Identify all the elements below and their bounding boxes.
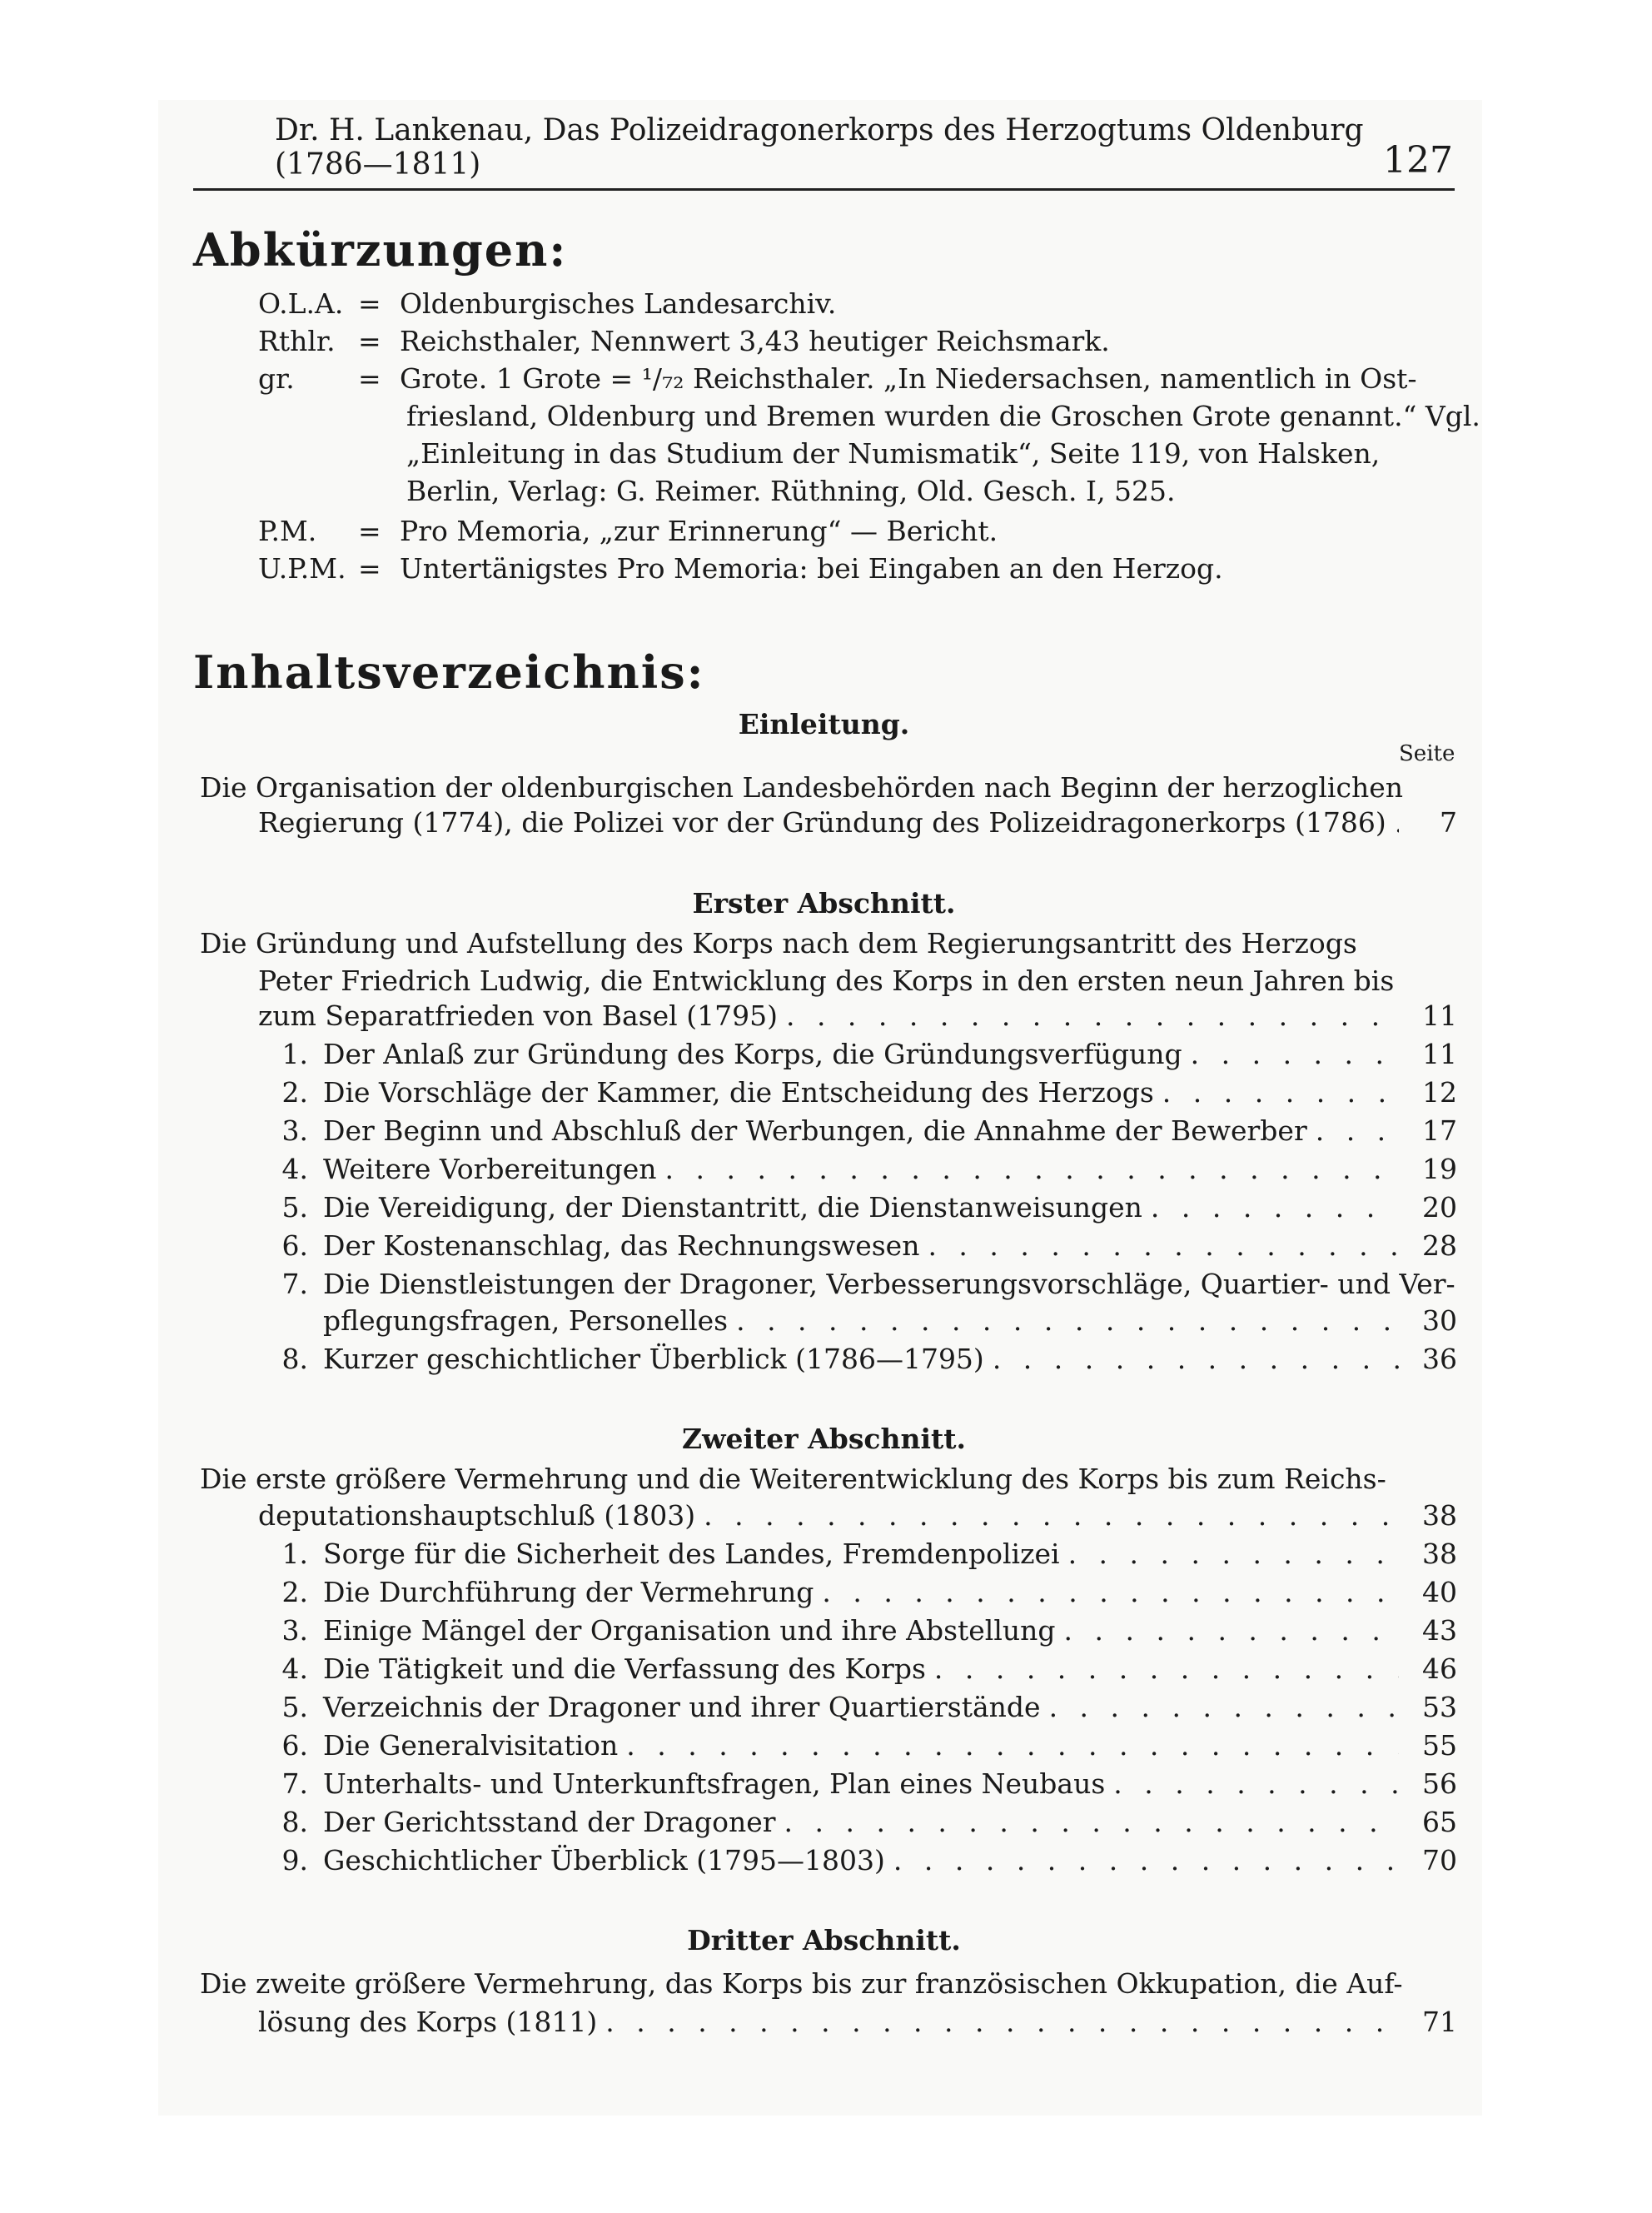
leader-dots — [1064, 1614, 1399, 1647]
toc-title: Die Dienstleistungen der Dragoner, Verbesserungsvorschläge, Quartier- und Ver- — [323, 1268, 1455, 1300]
toc-title: Einige Mängel der Organisation und ihre Abstellung — [323, 1614, 1056, 1647]
abbr-text: Untertänigstes Pro Memoria: bei Eingaben an den Herzog. — [400, 552, 1223, 585]
toc-num: 7. — [281, 1268, 308, 1300]
erster-line: zum Separatfrieden von Basel (1795) — [258, 999, 778, 1032]
toc-num: 3. — [281, 1614, 308, 1647]
toc-entry[interactable] — [275, 1038, 1457, 1076]
toc-entry[interactable] — [275, 1691, 1457, 1729]
toc-num: 9. — [281, 1844, 308, 1877]
toc-title: pflegungsfragen, Personelles — [323, 1304, 729, 1337]
toc-page: 38 — [1422, 1499, 1457, 1532]
toc-num: 8. — [281, 1343, 308, 1375]
toc-page: 20 — [1422, 1191, 1457, 1224]
toc-title: Die Vorschläge der Kammer, die Entscheidung des Herzogs — [323, 1076, 1154, 1109]
seite-label: Seite — [1399, 741, 1455, 766]
leader-dots — [605, 2006, 1399, 2038]
leader-dots — [626, 1729, 1399, 1762]
einleitung-heading: Einleitung. — [738, 708, 910, 740]
abbr-eq: = — [358, 325, 381, 357]
toc-title: Die Vereidigung, der Dienstantritt, die Dienstanweisungen — [323, 1191, 1142, 1224]
toc-entry[interactable] — [275, 1076, 1457, 1114]
zweiter-heading: Zweiter Abschnitt. — [682, 1423, 966, 1455]
toc-page: 28 — [1422, 1229, 1457, 1262]
toc-num: 4. — [281, 1153, 308, 1185]
toc-entry[interactable] — [275, 1729, 1457, 1767]
toc-num: 7. — [281, 1767, 308, 1800]
abbr-key: P.M. — [258, 515, 317, 547]
toc-num: 3. — [281, 1114, 308, 1147]
toc-entry[interactable] — [275, 1114, 1457, 1153]
leader-dots — [1113, 1767, 1399, 1800]
toc-entry[interactable] — [275, 1614, 1457, 1652]
toc-page: 70 — [1422, 1844, 1457, 1877]
toc-page: 7 — [1440, 806, 1457, 839]
leader-dots — [665, 1153, 1399, 1185]
toc-num: 1. — [281, 1538, 308, 1570]
leader-dots — [928, 1229, 1399, 1262]
abbr-eq: = — [358, 362, 381, 395]
zweiter-line: Die erste größere Vermehrung und die Weiterentwicklung des Korps bis zum Reichs- — [200, 1463, 1386, 1495]
leader-dots — [934, 1652, 1399, 1685]
toc-entry[interactable] — [275, 1806, 1457, 1844]
toc-num: 6. — [281, 1229, 308, 1262]
toc-num: 2. — [281, 1576, 308, 1608]
abbr-text: Grote. 1 Grote = ¹/₇₂ Reichsthaler. „In Niedersachsen, namentlich in Ost- — [400, 362, 1417, 395]
leader-dots — [704, 1499, 1399, 1532]
abbr-row — [258, 287, 836, 324]
leader-dots — [993, 1343, 1399, 1375]
abbr-row — [258, 362, 1417, 399]
toc-entry[interactable] — [275, 1343, 1457, 1381]
toc-title: Geschichtlicher Überblick (1795—1803) — [323, 1844, 885, 1877]
leader-dots — [1395, 806, 1399, 839]
toc-page: 36 — [1422, 1343, 1457, 1375]
toc-entry[interactable] — [275, 1576, 1457, 1614]
toc-entry[interactable] — [258, 806, 1457, 845]
toc-entry[interactable] — [258, 999, 1457, 1038]
leader-dots — [1068, 1538, 1399, 1570]
toc-page: 11 — [1422, 999, 1457, 1032]
toc-num: 5. — [281, 1691, 308, 1723]
toc-page: 40 — [1422, 1576, 1457, 1608]
leader-dots — [784, 1806, 1399, 1838]
toc-page: 65 — [1422, 1806, 1457, 1838]
erster-heading: Erster Abschnitt. — [692, 887, 956, 920]
toc-entry[interactable] — [258, 2006, 1457, 2044]
abbr-eq: = — [358, 287, 381, 320]
toc-entry[interactable] — [275, 1538, 1457, 1576]
toc-entry[interactable] — [275, 1844, 1457, 1882]
toc-page: 71 — [1422, 2006, 1457, 2038]
erster-line: Peter Friedrich Ludwig, die Entwicklung des Korps in den ersten neun Jahren bis — [258, 964, 1395, 997]
erster-line: Die Gründung und Aufstellung des Korps nach dem Regierungsantritt des Herzogs — [200, 927, 1357, 959]
toc-title: Die Generalvisitation — [323, 1729, 619, 1762]
toc-page: 30 — [1422, 1304, 1457, 1337]
leader-dots — [736, 1304, 1399, 1337]
toc-page: 11 — [1422, 1038, 1457, 1070]
toc-page: 55 — [1422, 1729, 1457, 1762]
leader-dots — [1316, 1114, 1399, 1147]
abbr-key: gr. — [258, 362, 295, 395]
running-header — [275, 113, 1453, 182]
toc-heading: Inhaltsverzeichnis: — [193, 645, 705, 699]
leader-dots — [1162, 1076, 1399, 1109]
toc-title: Kurzer geschichtlicher Überblick (1786—1795) — [323, 1343, 984, 1375]
header-rule — [193, 188, 1455, 191]
leader-dots — [822, 1576, 1399, 1608]
toc-entry[interactable] — [275, 1229, 1457, 1268]
abbr-row — [258, 515, 998, 551]
abbr-continuation: „Einleitung in das Studium der Numismatik“, Seite 119, von Halsken, — [406, 437, 1381, 470]
leader-dots — [1049, 1691, 1399, 1723]
toc-title: Die Durchführung der Vermehrung — [323, 1576, 814, 1608]
toc-page: 38 — [1422, 1538, 1457, 1570]
einleitung-line: Regierung (1774), die Polizei vor der Gründung des Polizeidragonerkorps (1786) — [258, 806, 1386, 839]
dritter-line: Die zweite größere Vermehrung, das Korps bis zur französischen Okkupation, die Auf- — [200, 1967, 1403, 2000]
toc-page: 17 — [1422, 1114, 1457, 1147]
einleitung-line: Die Organisation der oldenburgischen Landesbehörden nach Beginn der herzoglichen — [200, 771, 1403, 804]
abbr-continuation: friesland, Oldenburg und Bremen wurden die Groschen Grote genannt.“ Vgl. — [406, 400, 1480, 432]
toc-entry[interactable] — [275, 1268, 1457, 1306]
leader-dots — [786, 999, 1399, 1032]
toc-title: Der Kostenanschlag, das Rechnungswesen — [323, 1229, 920, 1262]
toc-num: 8. — [281, 1806, 308, 1838]
toc-title: Der Gerichtsstand der Dragoner — [323, 1806, 776, 1838]
toc-title: Verzeichnis der Dragoner und ihrer Quartierstände — [323, 1691, 1041, 1723]
toc-page: 12 — [1422, 1076, 1457, 1109]
abbr-key: Rthlr. — [258, 325, 336, 357]
abbr-continuation: Berlin, Verlag: G. Reimer. Rüthning, Old. Gesch. I, 525. — [406, 475, 1176, 507]
toc-entry[interactable] — [258, 1499, 1457, 1538]
abbr-text: Oldenburgisches Landesarchiv. — [400, 287, 837, 320]
zweiter-line: deputationshauptschluß (1803) — [258, 1499, 696, 1532]
toc-entry-continuation[interactable] — [323, 1304, 1457, 1343]
toc-entry[interactable] — [275, 1652, 1457, 1691]
toc-entry[interactable] — [275, 1153, 1457, 1191]
dritter-line: lösung des Korps (1811) — [258, 2006, 598, 2038]
toc-title: Unterhalts- und Unterkunftsfragen, Plan eines Neubaus — [323, 1767, 1106, 1800]
toc-title: Die Tätigkeit und die Verfassung des Korps — [323, 1652, 926, 1685]
toc-entry[interactable] — [275, 1191, 1457, 1229]
toc-page: 56 — [1422, 1767, 1457, 1800]
running-title: Dr. H. Lankenau, Das Polizeidragonerkorps des Herzogtums Oldenburg (1786—1811) — [275, 113, 1364, 182]
toc-page: 43 — [1422, 1614, 1457, 1647]
abbr-eq: = — [358, 515, 381, 547]
dritter-heading: Dritter Abschnitt. — [687, 1924, 961, 1956]
abbr-text: Reichsthaler, Nennwert 3,43 heutiger Reichsmark. — [400, 325, 1110, 357]
abbr-row — [258, 325, 1110, 361]
toc-title: Sorge für die Sicherheit des Landes, Fremdenpolizei — [323, 1538, 1060, 1570]
abbr-eq: = — [358, 552, 381, 585]
toc-title: Der Anlaß zur Gründung des Korps, die Gründungsverfügung — [323, 1038, 1182, 1070]
toc-entry[interactable] — [275, 1767, 1457, 1806]
toc-page: 46 — [1422, 1652, 1457, 1685]
toc-num: 5. — [281, 1191, 308, 1224]
toc-num: 2. — [281, 1076, 308, 1109]
abbr-row — [258, 552, 1223, 589]
toc-num: 1. — [281, 1038, 308, 1070]
page-number: 127 — [1383, 139, 1453, 182]
toc-title: Weitere Vorbereitungen — [323, 1153, 657, 1185]
abbreviations-heading: Abkürzungen: — [193, 223, 568, 277]
toc-page: 53 — [1422, 1691, 1457, 1723]
abbr-key: U.P.M. — [258, 552, 346, 585]
abbr-key: O.L.A. — [258, 287, 344, 320]
toc-title: Der Beginn und Abschluß der Werbungen, die Annahme der Bewerber — [323, 1114, 1307, 1147]
leader-dots — [1191, 1038, 1399, 1070]
toc-num: 6. — [281, 1729, 308, 1762]
toc-num: 4. — [281, 1652, 308, 1685]
toc-page: 19 — [1422, 1153, 1457, 1185]
abbr-text: Pro Memoria, „zur Erinnerung“ — Bericht. — [400, 515, 998, 547]
leader-dots — [893, 1844, 1399, 1877]
leader-dots — [1151, 1191, 1399, 1224]
